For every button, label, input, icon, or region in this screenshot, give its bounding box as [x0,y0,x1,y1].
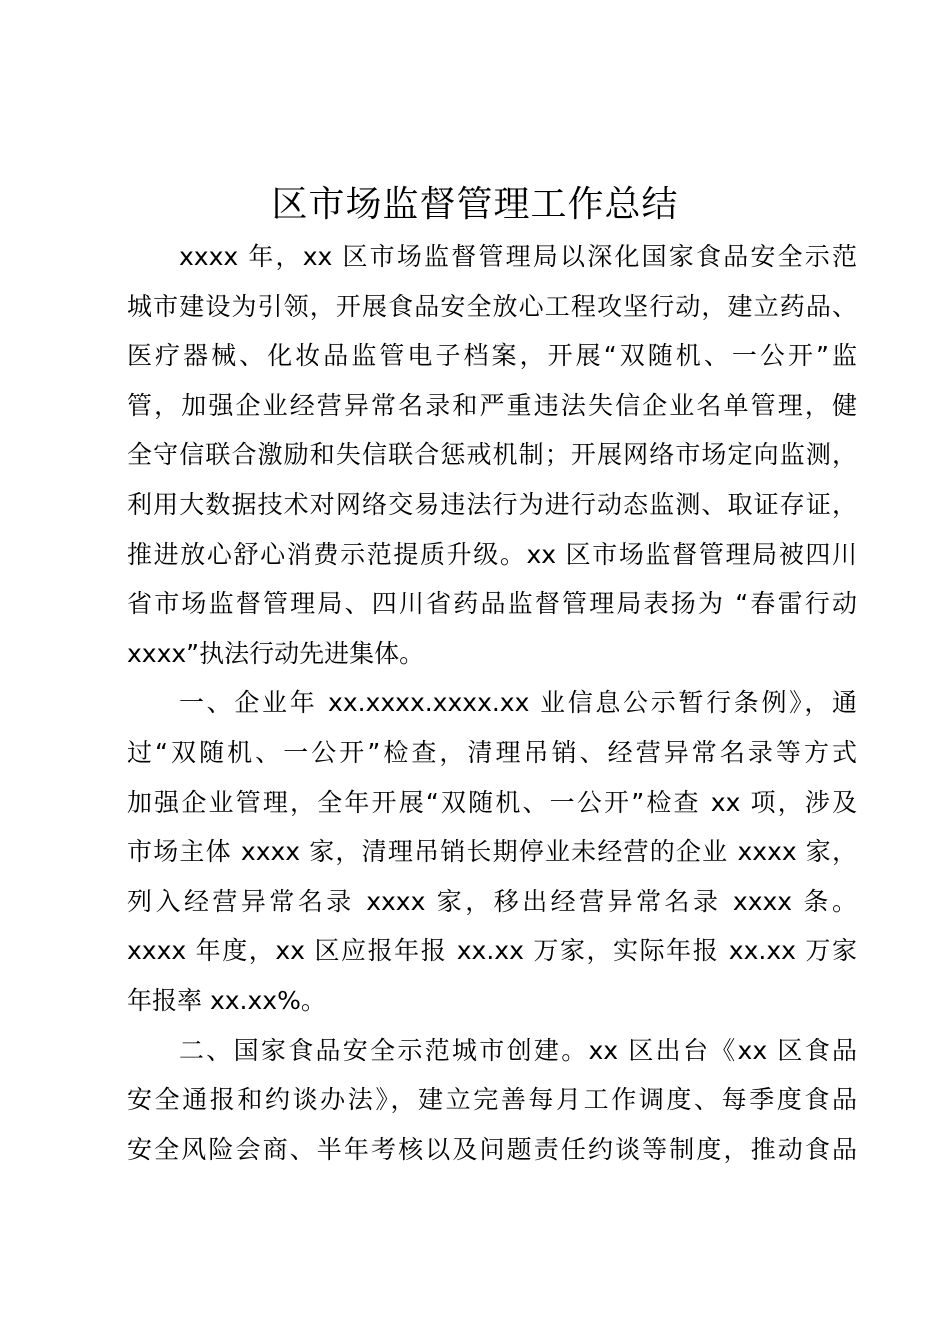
document-title: 区市场监督管理工作总结 [271,184,679,225]
text-line: xxxx 年，xx 区市场监督管理局以深化国家食品安全示范 [179,242,857,271]
text-line: 安全通报和约谈办法》，建立完善每月工作调度、每季度食品 [127,1085,857,1115]
text-line: 城市建设为引领，开展食品安全放心工程攻坚行动，建立药品、 [127,291,857,321]
text-line: 市场主体 xxxx 家，清理吊销长期停业未经营的企业 xxxx 家， [127,837,857,867]
text-line: 推进放心舒心消费示范提质升级。xx 区市场监督管理局被四川 [127,539,857,569]
text-line: 医疗器械、化妆品监管电子档案，开展“双随机、一公开”监 [127,341,857,371]
text-line: 列入经营异常名录 xxxx 家，移出经营异常名录 xxxx 条。 [127,886,857,916]
text-line: 利用大数据技术对网络交易违法行为进行动态监测、取证存证， [127,489,857,519]
text-line: 省市场监督管理局、四川省药品监督管理局表扬为 “春雷行动 [127,589,857,619]
text-line: 加强企业管理，全年开展“双随机、一公开”检查 xx 项，涉及 [127,787,857,817]
text-line: 过“双随机、一公开”检查，清理吊销、经营异常名录等方式 [127,737,857,767]
text-line: 二、国家食品安全示范城市创建。xx 区出台《xx 区食品 [179,1035,857,1065]
paragraph-intro [127,232,857,678]
text-line: 全守信联合激励和失信联合惩戒机制；开展网络市场定向监测， [127,440,857,470]
text-line: 安全风险会商、半年考核以及问题责任约谈等制度，推动食品 [127,1134,857,1164]
paragraph-section-1 [127,678,857,1025]
text-line: xxxx 年度，xx 区应报年报 xx.xx 万家，实际年报 xx.xx 万家 [127,936,857,966]
text-line: xxxx”执法行动先进集体。 [127,638,425,668]
text-line: 管，加强企业经营异常名录和严重违法失信企业名单管理，健 [127,390,857,420]
paragraph-section-2 [127,1026,857,1175]
text-line: 年报率 xx.xx%。 [127,985,326,1015]
text-line: 一、企业年 xx.xxxx.xxxx.xx 业信息公示暂行条例》，通 [179,688,857,718]
document-body [127,232,857,1174]
